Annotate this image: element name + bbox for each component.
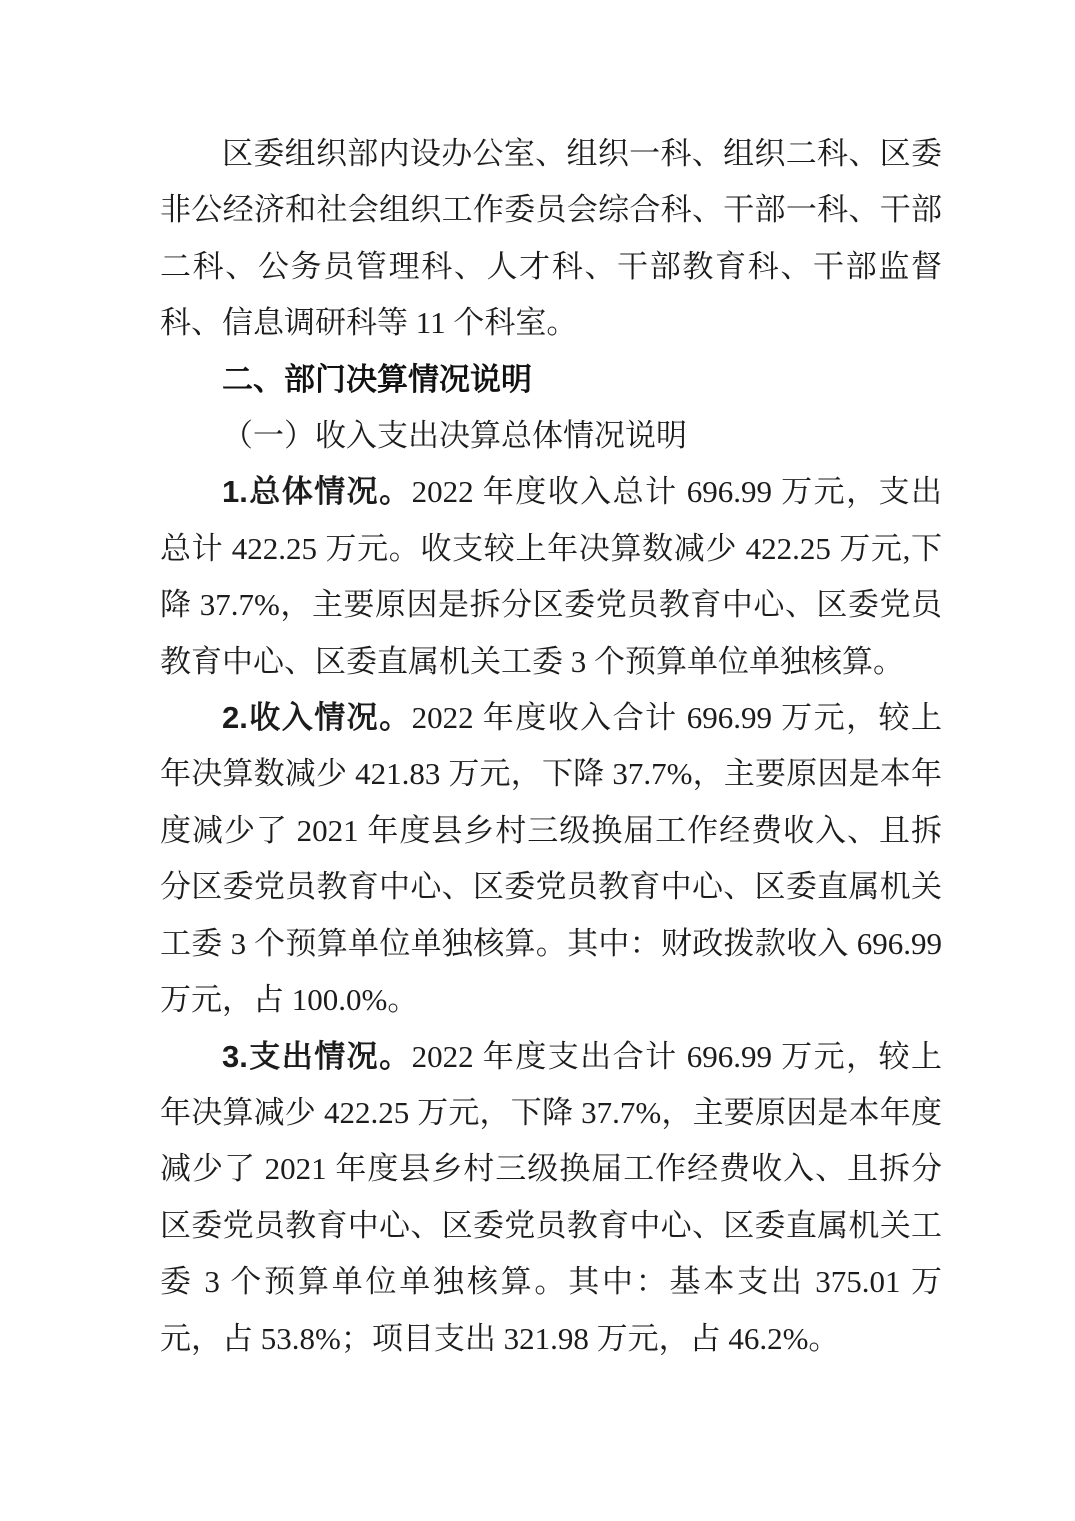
paragraph-lead: 1.总体情况。: [222, 474, 412, 510]
section-heading-text: 二、部门决算情况说明: [222, 361, 532, 397]
paragraph-text: 区委组织部内设办公室、组织一科、组织二科、区委非公经济和社会组织工作委员会综合科、干部一科、干部二科、公务员管理科、人才科、干部教育科、干部监督科、信息调研科等 11 个科室。: [160, 136, 942, 341]
paragraph-lead: 3.支出情况。: [222, 1038, 412, 1074]
paragraph-org-structure: [160, 126, 942, 352]
paragraph-expenditure-situation: [160, 1029, 942, 1367]
subsection-heading-text: （一）收入支出决算总体情况说明: [222, 418, 687, 454]
paragraph-text: 2022 年度收入总计 696.99 万元，支出总计 422.25 万元。收支较上年决算数减少 422.25 万元,下降 37.7%，主要原因是拆分区委党员教育中心、区委党员教育中心、区委直属机关工委 3 个预算单位单独核算。: [160, 474, 943, 679]
paragraph-lead: 2.收入情况。: [222, 700, 412, 736]
subsection-heading: [160, 408, 942, 464]
paragraph-text: 2022 年度支出合计 696.99 万元，较上年决算减少 422.25 万元，下降 37.7%，主要原因是本年度减少了 2021 年度县乡村三级换届工作经费收入、且拆分区委党员教育中心、区委党员教育中心、区委直属机关工委 3 个预算单位单独核算。其中：基本支出 375.01 万元，占 53.8%；项目支出 321.98 万元，占 46.2%。: [160, 1038, 943, 1356]
section-heading: [160, 352, 942, 408]
paragraph-income-situation: [160, 690, 942, 1028]
paragraph-text: 2022 年度收入合计 696.99 万元，较上年决算数减少 421.83 万元，下降 37.7%，主要原因是本年度减少了 2021 年度县乡村三级换届工作经费收入、且拆分区委党员教育中心、区委党员教育中心、区委直属机关工委 3 个预算单位单独核算。其中：财政拨款收入 696.99 万元，占 100.0%。: [160, 700, 943, 1018]
paragraph-overall-situation: [160, 464, 942, 690]
